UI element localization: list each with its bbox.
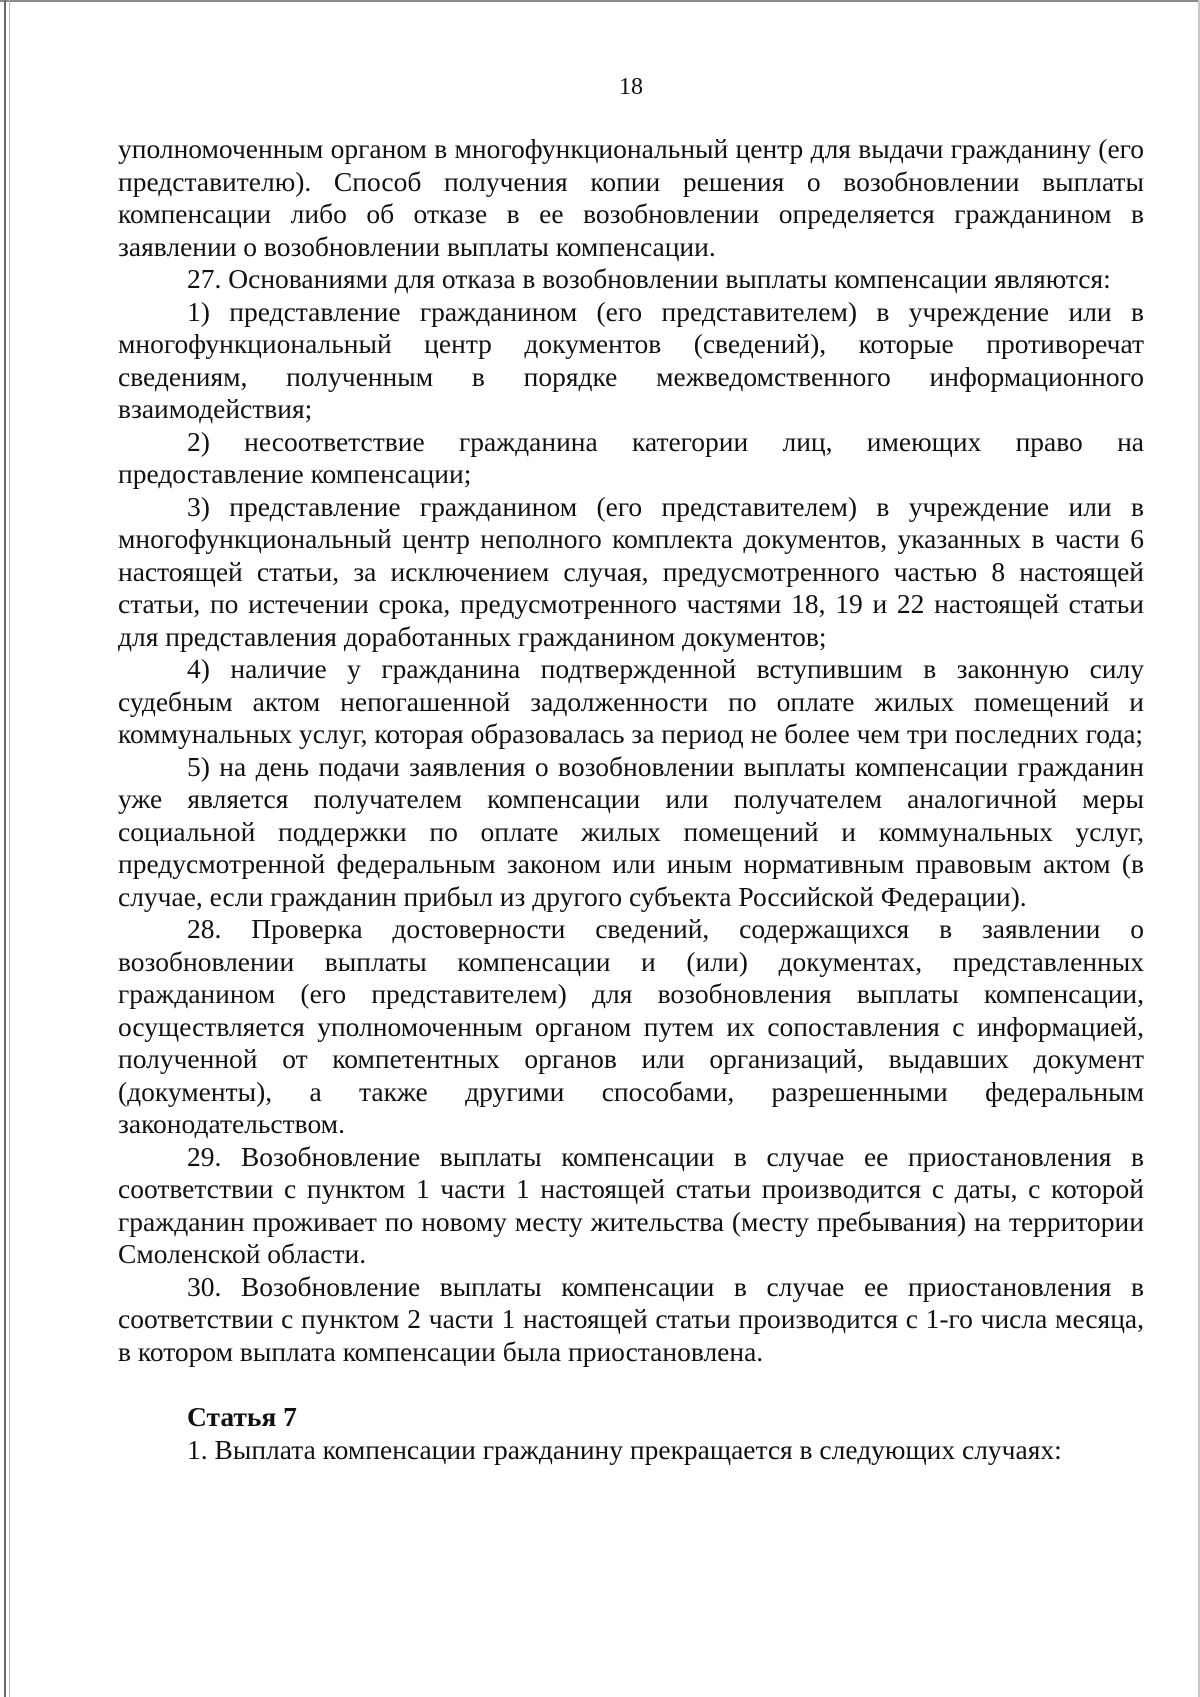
paragraph-continuation: уполномоченным органом в многофункциональный центр для выдачи гражданину (его представителю). Способ получения копии решения о возобновлении выплаты компенсации либо об отказе в ее возобновлении определяется гражданином в заявлении о возобновлении выплаты компенсации. xyxy=(118,133,1144,262)
paragraph-item-29: 29. Возобновление выплаты компенсации в случае ее приостановления в соответствии с пунктом 1 части 1 настоящей статьи производится с даты, с которой гражданин проживает по новому месту жительства (месту пребывания) на территории Смоленской области. xyxy=(118,1140,1144,1269)
scan-edge-left xyxy=(4,0,6,1697)
paragraph-subitem-3: 3) представление гражданином (его представителем) в учреждение или в многофункциональный центр неполного комплекта документов, указанных в части 6 настоящей статьи, за исключением случая, предусмотренного частью 8 настоящей статьи, по истечении срока, предусмотренного частями 18, 19 и 22 настоящей статьи для представления доработанных гражданином документов; xyxy=(118,490,1144,652)
document-body xyxy=(118,133,1144,1466)
article-heading: Статья 7 xyxy=(187,1401,297,1432)
scan-edge-top xyxy=(0,0,1200,2)
paragraph-subitem-5: 5) на день подачи заявления о возобновлении выплаты компенсации гражданин уже является получателем компенсации или получателем аналогичной меры социальной поддержки по оплате жилых помещений и коммунальных услуг, предусмотренной федеральным законом или иным нормативным правовым актом (в случае, если гражданин прибыл из другого субъекта Российской Федерации). xyxy=(118,750,1144,912)
article-first-line: 1. Выплата компенсации гражданину прекращается в следующих случаях: xyxy=(187,1433,1062,1465)
paragraph-subitem-1: 1) представление гражданином (его представителем) в учреждение или в многофункциональный центр документов (сведений), которые противоречат сведениям, полученным в порядке межведомственного информационного взаимодействия; xyxy=(118,295,1144,424)
paragraph-subitem-4: 4) наличие у гражданина подтвержденной вступившим в законную силу судебным актом непогашенной задолженности по оплате жилых помещений и коммунальных услуг, которая образовалась за период не более чем три последних года; xyxy=(118,653,1144,749)
paragraph-item-28: 28. Проверка достоверности сведений, содержащихся в заявлении о возобновлении выплаты компенсации и (или) документах, представленных гражданином (его представителем) для возобновления выплаты компенсации, осуществляется уполномоченным органом путем их сопоставления с информацией, полученной от компетентных органов или организаций, выдавших документ (документы), а также другими способами, разрешенными федеральным законодательством. xyxy=(118,913,1144,1139)
paragraph-item-30: 30. Возобновление выплаты компенсации в случае ее приостановления в соответствии с пунктом 2 части 1 настоящей статьи производится с 1-го числа месяца, в котором выплата компенсации была приостановлена. xyxy=(118,1270,1144,1367)
page-number: 18 xyxy=(619,74,643,100)
paragraph-subitem-2: 2) несоответствие гражданина категории лиц, имеющих право на предоставление компенсации; xyxy=(118,425,1144,489)
scan-edge-left-inner xyxy=(9,0,10,1697)
section-spacer xyxy=(118,1368,1144,1401)
paragraph-item-27: 27. Основаниями для отказа в возобновлении выплаты компенсации являются: xyxy=(187,263,1111,294)
